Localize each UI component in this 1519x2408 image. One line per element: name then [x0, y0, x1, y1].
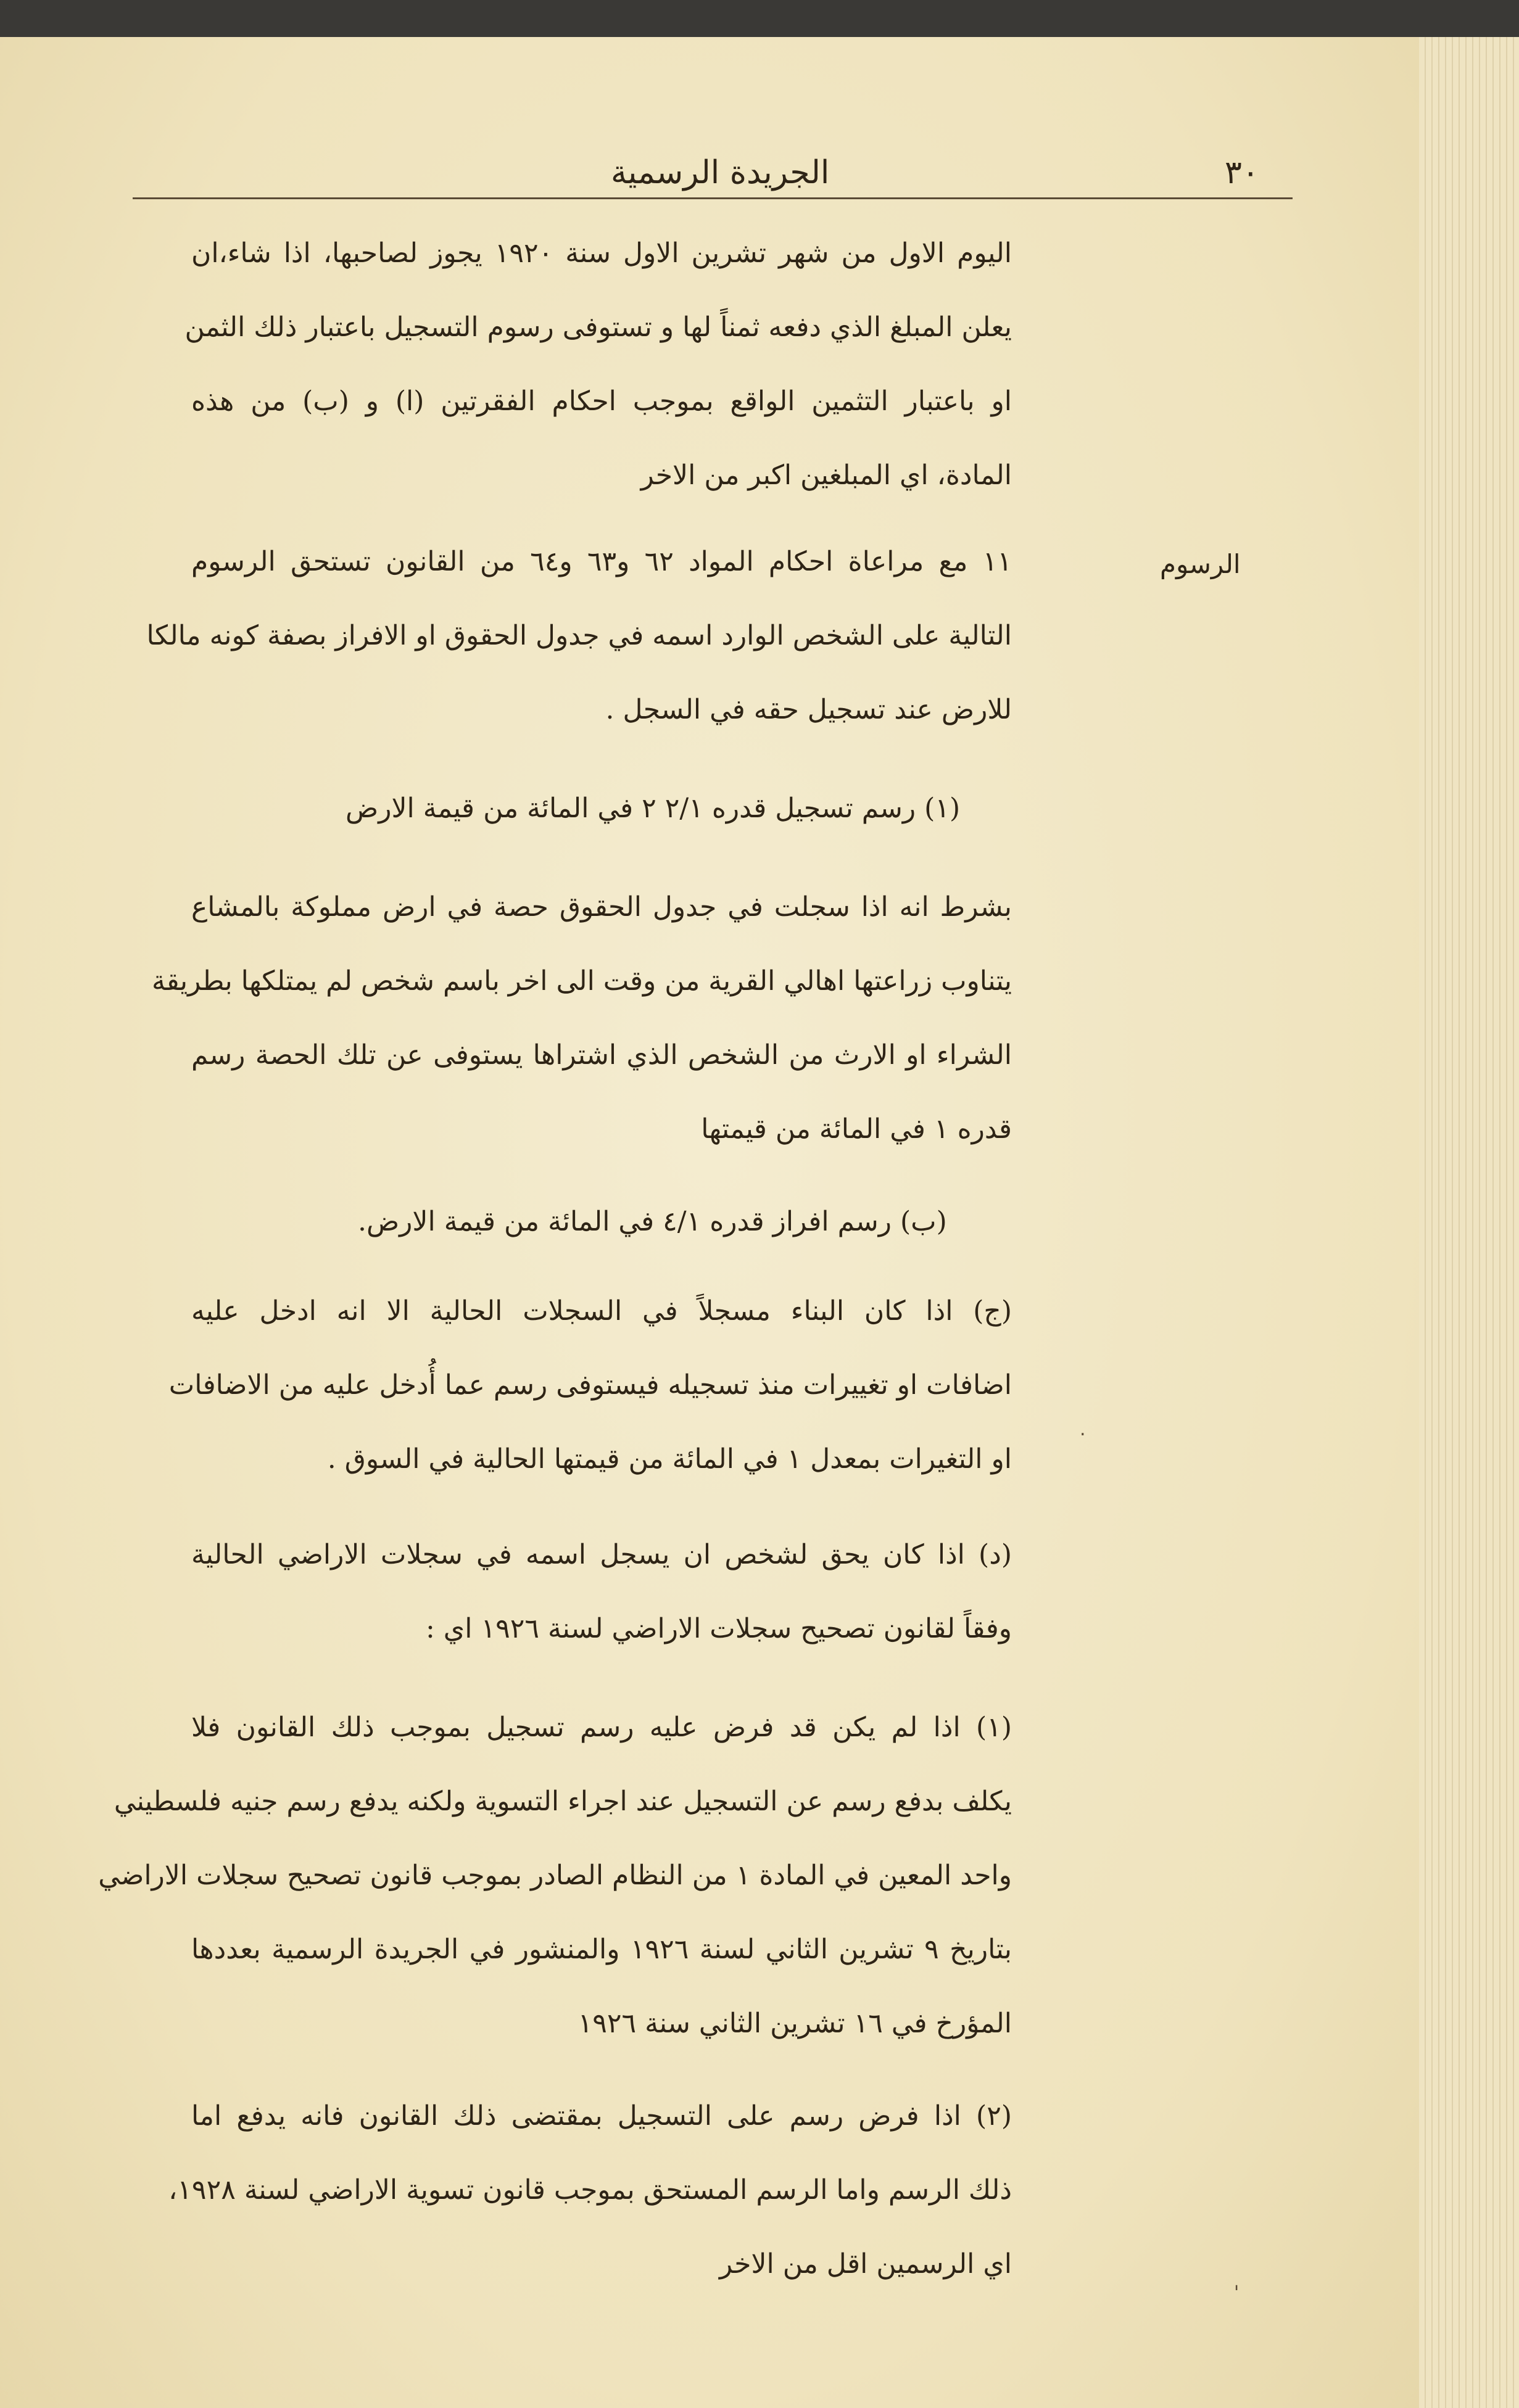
margin-mark: ': [1234, 2282, 1240, 2304]
clause-line: (ب) رسم افراز قدره ٤/١ في المائة من قيمة الارض.: [358, 1206, 947, 1237]
margin-note: الرسوم: [1160, 549, 1241, 579]
text-line: التالية على الشخص الوارد اسمه في جدول الحقوق او الافراز بصفة كونه مالكا: [146, 620, 1012, 651]
text-line: بشرط انه اذا سجلت في جدول الحقوق حصة في ارض مملوكة بالمشاع: [191, 891, 1012, 923]
text-line: المؤرخ في ١٦ تشرين الثاني سنة ١٩٢٦: [577, 2008, 1012, 2039]
text-line: يكلف بدفع رسم عن التسجيل عند اجراء التسوية ولكنه يدفع رسم جنيه فلسطيني: [114, 1786, 1012, 1817]
text-line: (د) اذا كان يحق لشخص ان يسجل اسمه في سجلات الاراضي الحالية: [191, 1539, 1012, 1570]
page-number: ٣٠: [1225, 154, 1259, 191]
clause-line: (١) رسم تسجيل قدره ٢/١ ٢ في المائة من قيمة الارض: [346, 793, 961, 824]
text-line: للارض عند تسجيل حقه في السجل .: [605, 694, 1012, 725]
scanner-background: [0, 0, 1519, 37]
text-line: اضافات او تغييرات منذ تسجيله فيستوفى رسم عما أُدخل عليه من الاضافات: [168, 1369, 1012, 1401]
text-line: (٢) اذا فرض رسم على التسجيل بمقتضى ذلك القانون فانه يدفع اما: [191, 2100, 1012, 2132]
text-line: او التغيرات بمعدل ١ في المائة من قيمتها الحالية في السوق .: [327, 1443, 1012, 1475]
text-line: ذلك الرسم واما الرسم المستحق بموجب قانون تسوية الاراضي لسنة ١٩٢٨،: [168, 2174, 1012, 2206]
text-line: اي الرسمين اقل من الاخر: [719, 2248, 1012, 2280]
text-line: بتاريخ ٩ تشرين الثاني لسنة ١٩٢٦ والمنشور في الجريدة الرسمية بعددها: [191, 1934, 1012, 1965]
text-line: المادة، اي المبلغين اكبر من الاخر: [640, 460, 1012, 491]
text-line: اليوم الاول من شهر تشرين الاول سنة ١٩٢٠ يجوز لصاحبها، اذا شاء،ان: [191, 237, 1012, 269]
document-page: [0, 37, 1419, 2408]
text-line: (١) اذا لم يكن قد فرض عليه رسم تسجيل بموجب ذلك القانون فلا: [191, 1712, 1012, 1743]
text-line: قدره ١ في المائة من قيمتها: [701, 1113, 1012, 1145]
page-edges: [1419, 37, 1519, 2408]
text-line: (ج) اذا كان البناء مسجلاً في السجلات الحالية الا انه ادخل عليه: [191, 1295, 1012, 1327]
margin-dot: .: [1080, 1419, 1086, 1440]
text-line: واحد المعين في المادة ١ من النظام الصادر بموجب قانون تصحيح سجلات الاراضي: [98, 1860, 1012, 1891]
text-line: يعلن المبلغ الذي دفعه ثمناً لها و تستوفى رسوم التسجيل باعتبار ذلك الثمن: [184, 311, 1012, 343]
header-rule: [133, 197, 1293, 199]
page-title: الجريدة الرسمية: [611, 154, 830, 191]
text-line: الشراء او الارث من الشخص الذي اشتراها يستوفى عن تلك الحصة رسم: [191, 1039, 1012, 1071]
text-line: يتناوب زراعتها اهالي القرية من وقت الى اخر باسم شخص لم يمتلكها بطريقة: [151, 965, 1012, 997]
text-line: وفقاً لقانون تصحيح سجلات الاراضي لسنة ١٩٢٦ اي :: [425, 1613, 1012, 1644]
text-line: ١١ مع مراعاة احكام المواد ٦٢ و٦٣ و٦٤ من القانون تستحق الرسوم: [191, 546, 1012, 577]
text-line: او باعتبار التثمين الواقع بموجب احكام الفقرتين (ا) و (ب) من هذه: [191, 386, 1012, 417]
